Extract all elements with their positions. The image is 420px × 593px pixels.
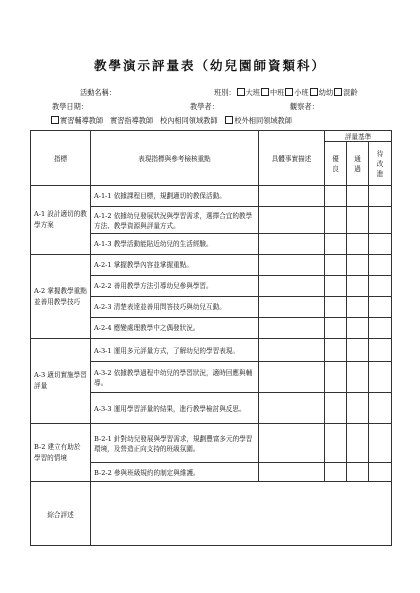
item-a1-2: A-1-2 依據幼兒發展狀況與學習需求，選擇合宜的教學方法、教學資源與評量方式。	[91, 207, 259, 234]
indicator-header: 指標	[31, 131, 91, 186]
rating-cell-improve[interactable]	[369, 234, 392, 255]
class-option-toddler: 幼幼	[318, 88, 334, 97]
rating-cell-excellent[interactable]	[325, 424, 347, 463]
rating-improve-header: 待改進	[369, 142, 392, 186]
rating-cell-excellent[interactable]	[325, 255, 347, 276]
class-option-medium: 中班	[269, 88, 285, 97]
rating-cell-improve[interactable]	[369, 276, 392, 297]
indicator-b2: B-2 建立有助於學習的情境	[31, 424, 91, 482]
rating-cell-improve[interactable]	[369, 463, 392, 482]
rating-cell-pass[interactable]	[347, 463, 369, 482]
observer-role-row	[50, 116, 292, 126]
activity-name-label: 活動名稱：	[80, 88, 116, 97]
role-mentor-label: 實習輔導教師	[60, 116, 104, 125]
item-a3-3: A-3-3 運用學習評量的結果，進行教學檢討與反思。	[91, 393, 259, 424]
facts-cell[interactable]	[259, 424, 325, 463]
facts-cell[interactable]	[259, 393, 325, 424]
facts-cell[interactable]	[259, 255, 325, 276]
rating-cell-excellent[interactable]	[325, 297, 347, 318]
facts-header: 具體事實描述	[259, 131, 325, 186]
evaluation-table	[30, 130, 392, 546]
rating-cell-improve[interactable]	[369, 393, 392, 424]
rating-cell-excellent[interactable]	[325, 318, 347, 339]
rating-cell-pass[interactable]	[347, 424, 369, 463]
class-option-small: 小班	[294, 88, 309, 97]
class-selector	[214, 88, 358, 98]
rating-header: 評量基準	[325, 131, 392, 142]
rating-cell-excellent[interactable]	[325, 339, 347, 362]
rating-cell-pass[interactable]	[347, 234, 369, 255]
rating-cell-excellent[interactable]	[325, 234, 347, 255]
rating-excellent-header: 優良	[325, 142, 347, 186]
facts-cell[interactable]	[259, 339, 325, 362]
rating-cell-pass[interactable]	[347, 186, 369, 207]
rating-cell-pass[interactable]	[347, 393, 369, 424]
item-a2-2: A-2-2 善用教學方法引導幼兒參與學習。	[91, 276, 259, 297]
role-supervisor-label: 實習指導教師	[110, 116, 154, 125]
summary-label: 綜合評述	[31, 482, 91, 546]
rating-cell-improve[interactable]	[369, 297, 392, 318]
rating-cell-excellent[interactable]	[325, 186, 347, 207]
facts-cell[interactable]	[259, 207, 325, 234]
facts-cell[interactable]	[259, 318, 325, 339]
role-external-label: 校外相同領域教師	[234, 116, 292, 125]
indicator-a1: A-1 設計適切的教學方案	[31, 186, 91, 255]
rating-cell-pass[interactable]	[347, 207, 369, 234]
rating-cell-excellent[interactable]	[325, 276, 347, 297]
facts-cell[interactable]	[259, 463, 325, 482]
rating-cell-pass[interactable]	[347, 339, 369, 362]
page-title: 教學演示評量表（幼兒園師資類科）	[93, 58, 326, 73]
observer-label: 觀察者：	[290, 102, 319, 111]
role-checkbox-mentor[interactable]	[51, 116, 59, 124]
rating-cell-improve[interactable]	[369, 207, 392, 234]
item-a2-4: A-2-4 應變處理教學中之偶發狀況。	[91, 318, 259, 339]
item-a3-2: A-3-2 依據教學過程中幼兒的學習狀況，適時回應與輔導。	[91, 362, 259, 393]
rating-cell-improve[interactable]	[369, 362, 392, 393]
rating-cell-improve[interactable]	[369, 186, 392, 207]
teacher-label: 教學者：	[190, 102, 219, 111]
role-internal-label: 校內相同領域教師	[160, 116, 218, 125]
rating-cell-pass[interactable]	[347, 276, 369, 297]
facts-cell[interactable]	[259, 297, 325, 318]
item-a3-1: A-3-1 運用多元評量方式，了解幼兒的學習表現。	[91, 339, 259, 362]
item-a1-1: A-1-1 依據課程目標，規劃適切的教保活動。	[91, 186, 259, 207]
rating-cell-improve[interactable]	[369, 424, 392, 463]
rating-cell-excellent[interactable]	[325, 207, 347, 234]
item-b2-1: B-2-1 針對幼兒發展與學習需求，規劃豐富多元的學習環境，及營造正向支持的班級氛圍。	[91, 424, 259, 463]
class-checkbox-medium[interactable]	[261, 88, 269, 96]
class-option-large: 大班	[245, 88, 260, 97]
facts-cell[interactable]	[259, 186, 325, 207]
rating-cell-pass[interactable]	[347, 362, 369, 393]
item-b2-2: B-2-2 參與班級規約的制定與維護。	[91, 463, 259, 482]
rating-cell-excellent[interactable]	[325, 463, 347, 482]
item-a2-3: A-2-3 清楚表達並善用問答技巧與幼兒互動。	[91, 297, 259, 318]
class-label: 班別：	[214, 88, 236, 97]
class-checkbox-mixed[interactable]	[334, 88, 342, 96]
item-a1-3: A-1-3 教學活動能貼近幼兒的生活經驗。	[91, 234, 259, 255]
class-checkbox-toddler[interactable]	[310, 88, 318, 96]
facts-cell[interactable]	[259, 362, 325, 393]
rating-cell-pass[interactable]	[347, 297, 369, 318]
summary-cell[interactable]	[91, 482, 392, 546]
rating-cell-improve[interactable]	[369, 318, 392, 339]
rating-pass-header: 通過	[347, 142, 369, 186]
facts-cell[interactable]	[259, 276, 325, 297]
rating-cell-excellent[interactable]	[325, 393, 347, 424]
indicator-a3: A-3 適切實施學習評量	[31, 339, 91, 424]
rating-cell-pass[interactable]	[347, 318, 369, 339]
indicator-a2: A-2 掌握教學重點並善用教學技巧	[31, 255, 91, 339]
class-checkbox-small[interactable]	[285, 88, 293, 96]
reference-header: 表現指標與參考檢核重點	[91, 131, 259, 186]
item-a2-1: A-2-1 掌握教學內容並掌握重點。	[91, 255, 259, 276]
rating-cell-improve[interactable]	[369, 255, 392, 276]
rating-cell-pass[interactable]	[347, 255, 369, 276]
rating-cell-excellent[interactable]	[325, 362, 347, 393]
rating-cell-improve[interactable]	[369, 339, 392, 362]
class-checkbox-large[interactable]	[237, 88, 245, 96]
teaching-date-label: 教學日期：	[52, 102, 88, 111]
role-checkbox-external[interactable]	[225, 116, 233, 124]
facts-cell[interactable]	[259, 234, 325, 255]
class-option-mixed: 混齡	[343, 88, 358, 97]
